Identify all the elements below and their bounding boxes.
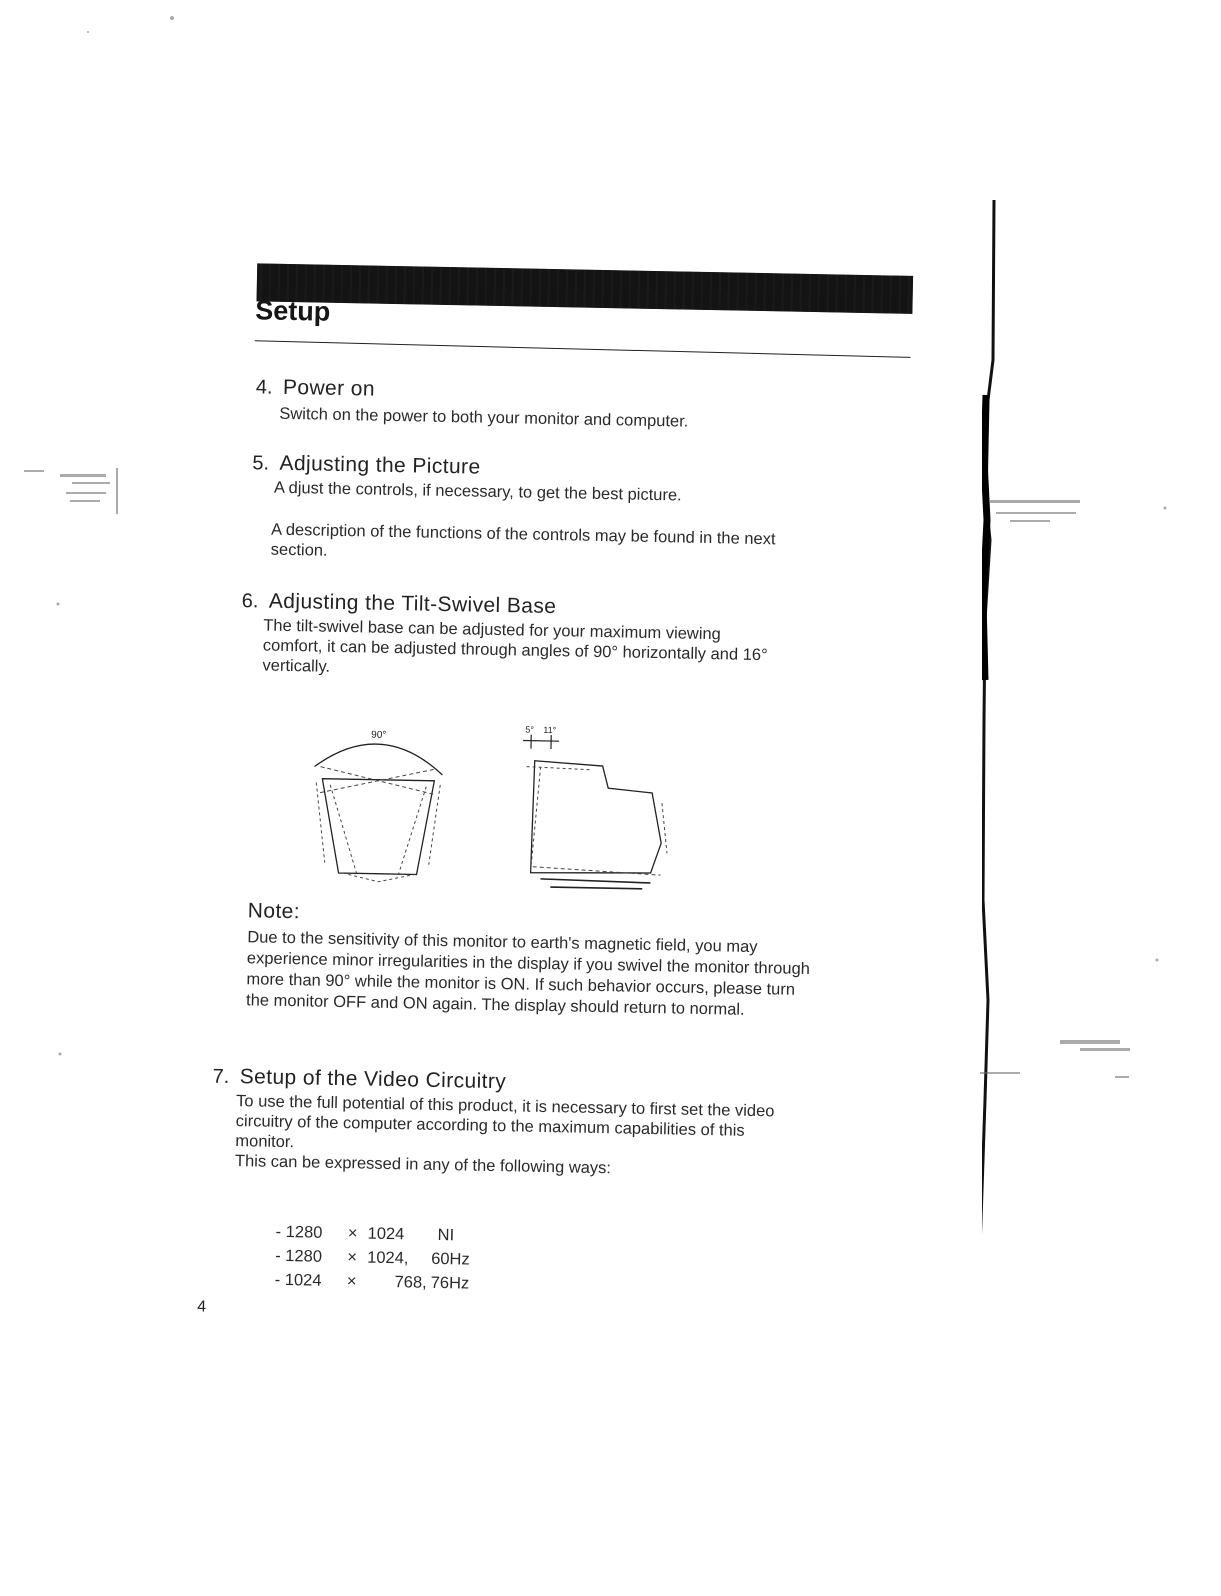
section-heading: Setup of the Video Circuitry <box>239 1065 507 1094</box>
section-paragraph: A description of the functions of the controls may be found in the next section. <box>270 520 776 560</box>
section-paragraph: This can be expressed in any of the following ways: <box>234 1152 612 1178</box>
section-heading: Power on <box>282 375 376 401</box>
swivel-angle-label: 90° <box>371 729 387 741</box>
section-number: 5. <box>252 452 270 475</box>
section-video-circuitry <box>211 1065 778 1182</box>
tilt-angle-label-b: 11° <box>543 724 557 736</box>
note-text: Due to the sensitivity of this monitor to earth's magnetic field, you may experience minor irregularities in the display if you swivel the monitor through more than 90° while the monitor is ON. If such behavior occurs, please turn the monitor OFF and ON again. The display should return to normal. <box>245 928 811 1019</box>
section-number: 4. <box>255 376 273 399</box>
section-power-on <box>255 375 856 435</box>
section-paragraph: The tilt-swivel base can be adjusted for your maximum viewing comfort, it can be adjusted through angles of 90° horizontally and 16° vertically. <box>262 616 768 676</box>
video-mode-row: - 1280 × 1024, 60Hz <box>275 1246 470 1269</box>
section-paragraph: Switch on the power to both your monitor and computer. <box>279 404 689 431</box>
page-number: 4 <box>197 1298 207 1316</box>
note-heading: Note: <box>247 899 301 924</box>
section-paragraph: A djust the controls, if necessary, to get the best picture. <box>273 478 682 505</box>
video-mode-row: - 1024 × 768, 76Hz <box>274 1270 470 1293</box>
title-divider <box>255 340 911 358</box>
section-paragraph: To use the full potential of this product, it is necessary to first set the video circuitry of the computer according to the maximum capabilities of this monitor. <box>235 1092 775 1152</box>
header-bar-shade <box>257 263 914 314</box>
section-adjusting-picture <box>251 451 843 570</box>
page-title: Setup <box>255 295 331 327</box>
section-number: 6. <box>241 590 259 613</box>
section-number: 7. <box>212 1065 230 1088</box>
tilt-diagram <box>510 720 683 898</box>
note-block <box>246 899 823 1022</box>
video-mode-list <box>274 1220 470 1296</box>
tilt-angle-label-a: 5° <box>525 724 535 735</box>
section-heading: Adjusting the Tilt-Swivel Base <box>268 589 557 619</box>
section-heading: Adjusting the Picture <box>279 451 481 479</box>
video-mode-row: - 1280 × 1024 NI <box>275 1222 455 1245</box>
section-tilt-swivel <box>240 589 802 686</box>
swivel-diagram <box>298 722 461 895</box>
